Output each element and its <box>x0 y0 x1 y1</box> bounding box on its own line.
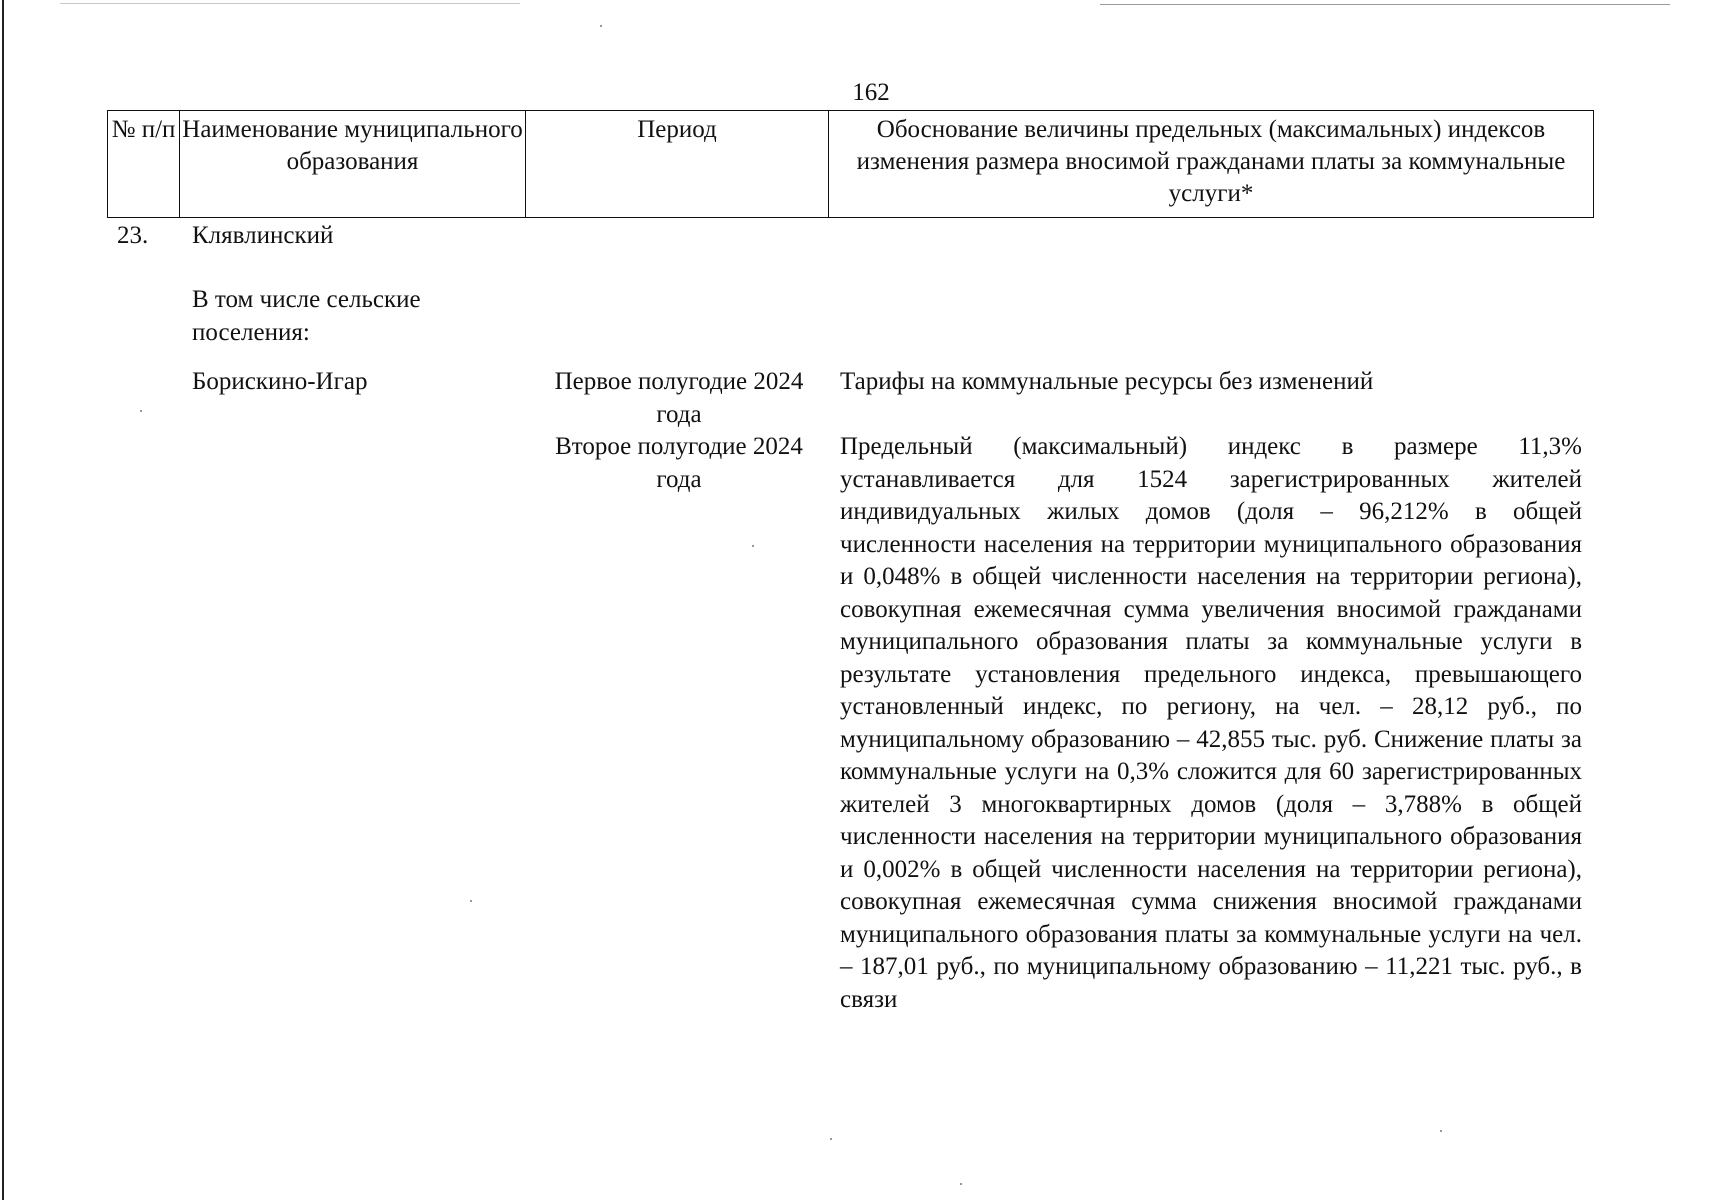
justification-first-half: Тарифы на коммунальные ресурсы без изменений <box>840 368 1374 395</box>
page-number: 162 <box>852 79 890 106</box>
header-col-municipality: Наименование муниципального образования <box>180 111 526 217</box>
scan-speck <box>960 1183 962 1185</box>
scan-speck <box>600 25 602 27</box>
period-second-half: Второе полугодие 2024 года <box>555 433 803 493</box>
header-col-justification: Обоснование величины предельных (максимальных) индексов изменения размера вносимой гражданами платы за коммунальные услуги* <box>856 116 1566 207</box>
header-col-period: Период <box>526 111 829 217</box>
scan-speck <box>752 545 754 547</box>
justification-second-half: Предельный (максимальный) индекс в размере 11,3% устанавливается для 1524 зарегистрированных жителей индивидуальных жилых домов (доля – 96,212% в общей численности населения на территории муниципального образования и 0,048% в общей численности населения на территории региона), совокупная ежемесячная сумма увеличения вносимой гражданами муниципального образования платы за коммунальные услуги в результате установления предельного индекса, превышающего установленный индекс, по региону, на чел. – 28,12 руб., по муниципальному образованию – 42,855 тыс. руб. Снижение платы за коммунальные услуги на 0,3% сложится для 60 зарегистрированных жителей 3 многоквартирных домов (доля – 3,788% в общей численности населения на территории муниципального образования и 0,002% в общей численности населения на территории региона), совокупная ежемесячная сумма снижения вносимой гражданами муниципального образования платы за коммунальные услуги на чел. – 187,01 руб., по муниципальному образованию – 11,221 тыс. руб., в связи <box>840 433 1582 1013</box>
scan-border-left <box>2 0 4 1200</box>
table-header <box>107 110 1594 218</box>
scan-border-top <box>1100 4 1670 5</box>
municipality-name: Клявлинский <box>192 222 334 249</box>
header-col-number: № п/п <box>108 111 180 217</box>
row-number: 23. <box>117 222 149 249</box>
period-first-half: Первое полугодие 2024 года <box>554 368 804 428</box>
settlement-name: Борискино-Игар <box>192 368 368 395</box>
scan-speck <box>140 410 142 412</box>
scan-speck <box>830 1138 832 1140</box>
rural-settlements-label: В том числе сельские поселения: <box>192 286 421 346</box>
scan-speck <box>470 900 472 902</box>
scan-border-top-left <box>60 3 520 4</box>
scan-speck <box>1440 1130 1442 1132</box>
